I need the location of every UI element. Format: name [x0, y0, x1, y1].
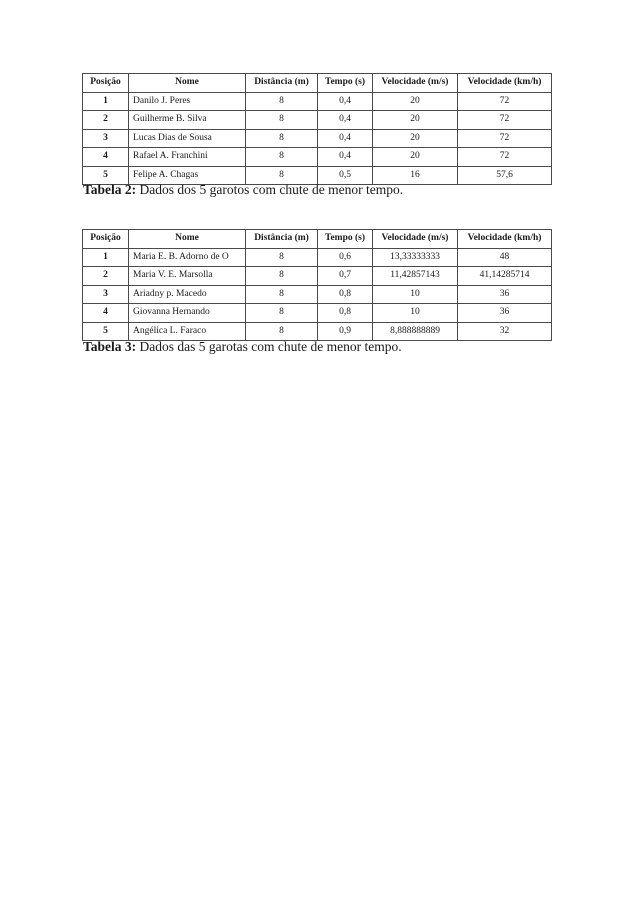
cell-distancia: 8	[246, 322, 318, 341]
cell-velocidade-kmh: 36	[458, 304, 552, 323]
cell-posicao: 4	[83, 304, 129, 323]
cell-distancia: 8	[246, 304, 318, 323]
table-2-caption-text: Dados dos 5 garotos com chute de menor tempo.	[136, 182, 404, 197]
column-header-nome: Nome	[129, 230, 246, 249]
column-header-posicao: Posição	[83, 230, 129, 249]
cell-posicao: 3	[83, 129, 129, 148]
cell-nome: Lucas Dias de Sousa	[129, 129, 246, 148]
cell-posicao: 3	[83, 285, 129, 304]
cell-distancia: 8	[246, 166, 318, 185]
cell-velocidade-kmh: 72	[458, 92, 552, 111]
cell-tempo: 0,4	[318, 129, 373, 148]
cell-distancia: 8	[246, 267, 318, 286]
cell-distancia: 8	[246, 92, 318, 111]
cell-tempo: 0,8	[318, 285, 373, 304]
boys-results-table	[82, 73, 552, 185]
cell-distancia: 8	[246, 111, 318, 130]
table-row	[83, 148, 552, 167]
table-row	[83, 304, 552, 323]
table-row	[83, 111, 552, 130]
cell-posicao: 2	[83, 111, 129, 130]
girls-results-table	[82, 229, 552, 341]
cell-velocidade-ms: 10	[373, 304, 458, 323]
column-header-velocidade-kmh: Velocidade (km/h)	[458, 74, 552, 93]
table-row	[83, 92, 552, 111]
cell-distancia: 8	[246, 285, 318, 304]
cell-velocidade-ms: 8,888888889	[373, 322, 458, 341]
column-header-velocidade-ms: Velocidade (m/s)	[373, 230, 458, 249]
table-row	[83, 248, 552, 267]
cell-posicao: 1	[83, 248, 129, 267]
cell-velocidade-ms: 20	[373, 111, 458, 130]
column-header-tempo: Tempo (s)	[318, 74, 373, 93]
cell-velocidade-kmh: 72	[458, 129, 552, 148]
cell-velocidade-ms: 13,33333333	[373, 248, 458, 267]
cell-nome: Rafael A. Franchini	[129, 148, 246, 167]
cell-tempo: 0,4	[318, 92, 373, 111]
cell-nome: Danilo J. Peres	[129, 92, 246, 111]
cell-nome: Maria V. E. Marsolla	[129, 267, 246, 286]
table-row	[83, 129, 552, 148]
cell-distancia: 8	[246, 129, 318, 148]
column-header-nome: Nome	[129, 74, 246, 93]
cell-tempo: 0,4	[318, 148, 373, 167]
table-2-caption	[83, 183, 403, 197]
cell-velocidade-kmh: 41,14285714	[458, 267, 552, 286]
column-header-velocidade-ms: Velocidade (m/s)	[373, 74, 458, 93]
cell-nome: Guilherme B. Silva	[129, 111, 246, 130]
cell-nome: Maria E. B. Adorno de O	[129, 248, 246, 267]
cell-velocidade-ms: 10	[373, 285, 458, 304]
cell-posicao: 5	[83, 322, 129, 341]
cell-posicao: 2	[83, 267, 129, 286]
column-header-posicao: Posição	[83, 74, 129, 93]
cell-velocidade-ms: 11,42857143	[373, 267, 458, 286]
cell-tempo: 0,5	[318, 166, 373, 185]
cell-velocidade-kmh: 72	[458, 148, 552, 167]
table-3-caption	[83, 340, 402, 354]
cell-velocidade-kmh: 57,6	[458, 166, 552, 185]
table-3-caption-label: Tabela 3:	[83, 339, 137, 354]
cell-velocidade-ms: 20	[373, 148, 458, 167]
cell-velocidade-kmh: 48	[458, 248, 552, 267]
table-2-caption-label: Tabela 2:	[83, 182, 137, 197]
cell-velocidade-ms: 20	[373, 92, 458, 111]
cell-tempo: 0,7	[318, 267, 373, 286]
cell-tempo: 0,6	[318, 248, 373, 267]
cell-velocidade-ms: 20	[373, 129, 458, 148]
cell-distancia: 8	[246, 148, 318, 167]
column-header-velocidade-kmh: Velocidade (km/h)	[458, 230, 552, 249]
table-row	[83, 285, 552, 304]
cell-velocidade-kmh: 36	[458, 285, 552, 304]
cell-nome: Ariadny p. Macedo	[129, 285, 246, 304]
column-header-tempo: Tempo (s)	[318, 230, 373, 249]
cell-velocidade-kmh: 72	[458, 111, 552, 130]
cell-posicao: 4	[83, 148, 129, 167]
cell-velocidade-ms: 16	[373, 166, 458, 185]
column-header-distancia: Distância (m)	[246, 230, 318, 249]
cell-tempo: 0,9	[318, 322, 373, 341]
column-header-distancia: Distância (m)	[246, 74, 318, 93]
cell-velocidade-kmh: 32	[458, 322, 552, 341]
cell-nome: Giovanna Hernando	[129, 304, 246, 323]
cell-tempo: 0,8	[318, 304, 373, 323]
table-3-caption-text: Dados das 5 garotas com chute de menor tempo.	[136, 339, 402, 354]
cell-posicao: 5	[83, 166, 129, 185]
cell-tempo: 0,4	[318, 111, 373, 130]
cell-distancia: 8	[246, 248, 318, 267]
table-row	[83, 267, 552, 286]
table-header-row	[83, 74, 552, 93]
cell-posicao: 1	[83, 92, 129, 111]
table-header-row	[83, 230, 552, 249]
cell-nome: Felipe A. Chagas	[129, 166, 246, 185]
cell-nome: Angélica L. Faraco	[129, 322, 246, 341]
table-row	[83, 322, 552, 341]
